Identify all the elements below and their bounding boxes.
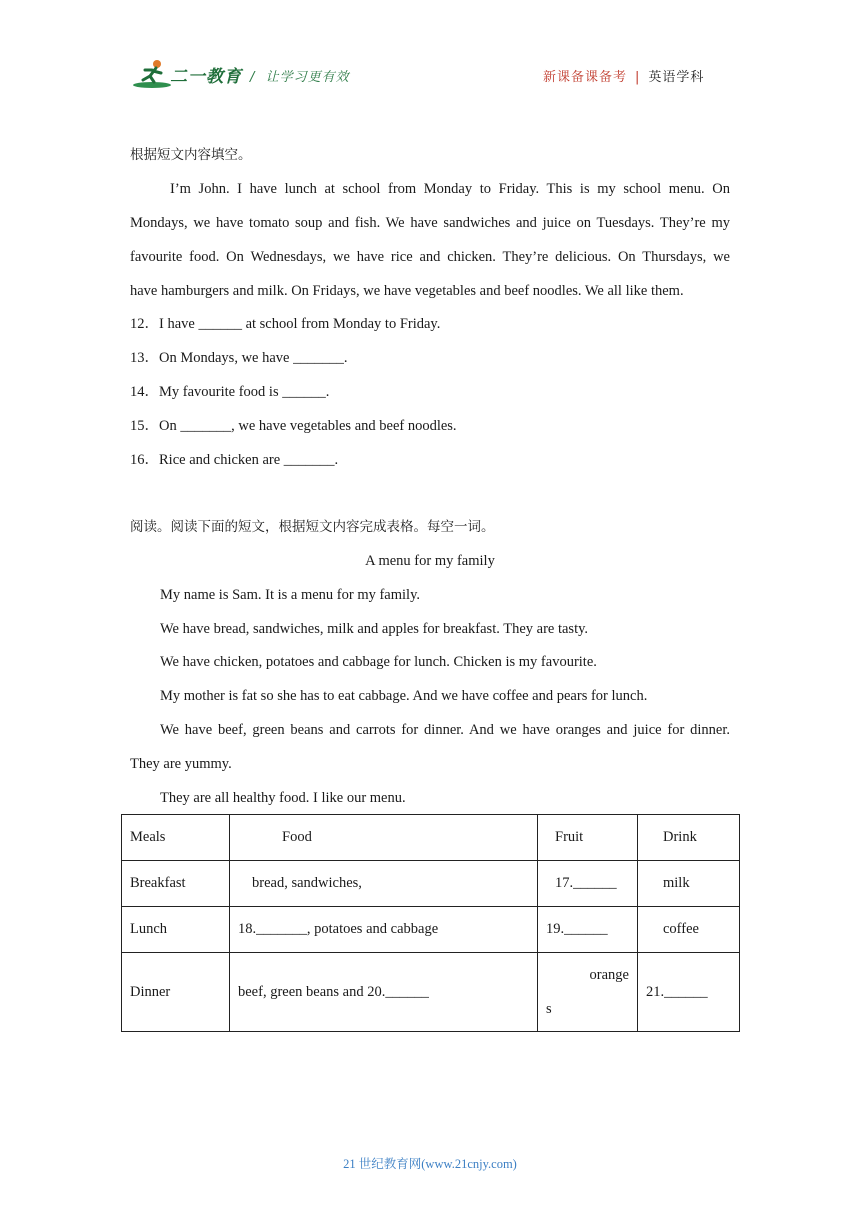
cell-meal-dinner: Dinner [122, 953, 230, 1032]
paragraph-2: We have bread, sandwiches, milk and apples for breakfast. They are tasty. [160, 621, 589, 637]
table-header-row [122, 815, 740, 861]
header-separator: | [635, 70, 641, 85]
header-fruit: Fruit [538, 815, 638, 861]
fruit-dinner-line-1: orange [589, 967, 629, 983]
cell-meal-breakfast: Breakfast [122, 861, 230, 907]
cell-food-lunch: 18._______, potatoes and cabbage [230, 907, 538, 953]
paragraph-1: My name is Sam. It is a menu for my family. [160, 587, 421, 603]
table-row [122, 861, 740, 907]
cell-drink-dinner: 21.______ [638, 953, 740, 1032]
fruit-dinner-line-2: s [546, 1001, 552, 1017]
cell-fruit-dinner [538, 953, 638, 1032]
header-slogan: / 让学习更有效 [250, 70, 350, 85]
menu-table [121, 814, 740, 1032]
header-subject-label: 英语学科 [648, 70, 705, 85]
question-15: 15．On _______, we have vegetables and beef noodles. [130, 418, 457, 434]
cell-fruit-lunch: 19.______ [538, 907, 638, 953]
passage-line-3: favourite food. On Wednesdays, we have rice and chicken. They’re delicious. On Thursdays, we [130, 249, 730, 265]
cell-food-breakfast: bread, sandwiches, [230, 861, 538, 907]
section1-instruction: 根据短文内容填空。 [130, 147, 252, 163]
cell-food-dinner: beef, green beans and 20.______ [230, 953, 538, 1032]
paragraph-6: They are all healthy food. I like our menu. [160, 790, 406, 806]
header-food: Food [230, 815, 538, 861]
passage-line-1: I’m John. I have lunch at school from Monday to Friday. This is my school menu. On [170, 181, 730, 197]
passage-line-2: Mondays, we have tomato soup and fish. We have sandwiches and juice on Tuesdays. They’re my [130, 215, 730, 231]
paragraph-4: My mother is fat so she has to eat cabbage. And we have coffee and pears for lunch. [160, 688, 648, 704]
paragraph-3: We have chicken, potatoes and cabbage for lunch. Chicken is my favourite. [160, 654, 597, 670]
question-12: 12．I have ______ at school from Monday to Friday. [130, 316, 441, 332]
cell-drink-breakfast: milk [638, 861, 740, 907]
paragraph-5-line-1: We have beef, green beans and carrots for dinner. And we have oranges and juice for dinner. [160, 722, 730, 738]
logo-text: 二一教育 [170, 67, 242, 87]
table-row [122, 953, 740, 1032]
passage-title: A menu for my family [365, 553, 495, 569]
table-row [122, 907, 740, 953]
question-14: 14．My favourite food is ______. [130, 384, 330, 400]
cell-meal-lunch: Lunch [122, 907, 230, 953]
section2-instruction: 阅读。阅读下面的短文，根据短文内容完成表格。每空一词。 [130, 519, 495, 535]
question-13: 13．On Mondays, we have _______. [130, 350, 348, 366]
header-subject [543, 66, 704, 85]
header-meals: Meals [122, 815, 230, 861]
header-course-label: 新课备课备考 [543, 70, 628, 85]
runner-logo-icon [132, 58, 172, 90]
footer-site: 21 世纪教育网(www.21cnjy.com) [343, 1157, 517, 1171]
passage-line-4: have hamburgers and milk. On Fridays, we have vegetables and beef noodles. We all like them. [130, 283, 684, 299]
cell-fruit-breakfast: 17.______ [538, 861, 638, 907]
header-drink: Drink [638, 815, 740, 861]
cell-drink-lunch: coffee [638, 907, 740, 953]
slogan-text: 让学习更有效 [265, 70, 350, 85]
question-16: 16．Rice and chicken are _______. [130, 452, 339, 468]
paragraph-5-line-2: They are yummy. [130, 756, 232, 772]
